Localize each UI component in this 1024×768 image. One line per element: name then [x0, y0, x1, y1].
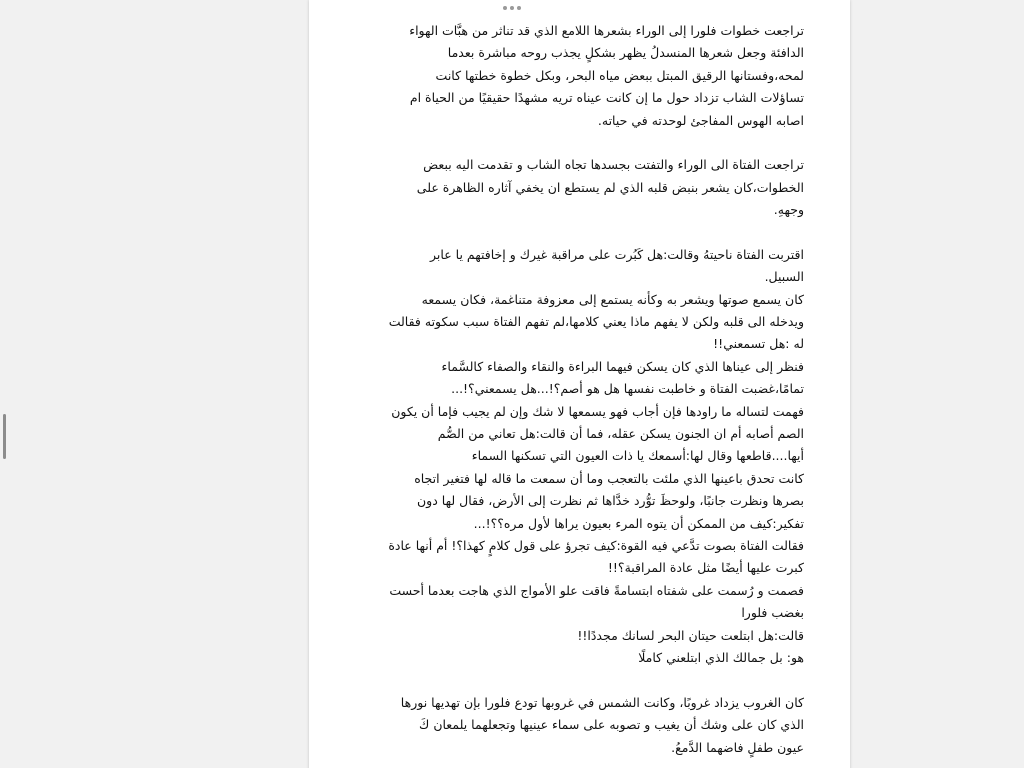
- text-line: ويدخله الى قلبه ولكن لا يفهم ماذا يعني كلامها،لم تفهم الفتاة سبب سكوته فقالت: [388, 314, 804, 330]
- paragraph-gap: [352, 132, 804, 154]
- text-line: الخطوات،كان يشعر بنبض قلبه الذي لم يستطع ان يخفي آثاره الظاهرة على: [416, 179, 804, 195]
- text-line: اقتربت الفتاة ناحيتهُ وقالت:هل كَبُرت على مراقبة غيرك و إخافتهم يا عابر: [430, 246, 804, 262]
- text-line: تراجعت الفتاة الى الوراء والتفتت بجسدها تجاه الشاب و تقدمت اليه ببعض: [423, 157, 804, 173]
- text-line: الذي كان على وشك أن يغيب و تصوبه على سماء عينيها وتجعلهما يلمعان كَ: [419, 717, 804, 733]
- paragraph-gap: [352, 222, 804, 244]
- text-line: فهمت لتساله ما راودها فإن أجاب فهو يسمعها لا شك وإن لم يجيب فإما أن يكون: [391, 403, 804, 419]
- text-line: أيها....قاطعها وقال لها:أسمعك يا ذات العيون التي تسكنها السماء: [471, 448, 804, 464]
- dot-icon: [517, 6, 521, 10]
- more-options-icon[interactable]: [499, 2, 525, 14]
- dot-icon: [503, 6, 507, 10]
- text-line: فقالت الفتاة بصوت تدَّعي فيه القوة:كيف تجرؤ على قول كلامٍ كهذا؟! أم أنها عادة: [388, 537, 804, 553]
- dot-icon: [510, 6, 514, 10]
- text-line: تساؤلات الشاب تزداد حول ما إن كانت عيناه تريه مشهدًا حقيقيًا من الحياة ام: [409, 90, 804, 106]
- text-line: كبرت عليها أيضًا مثل عادة المراقبة؟!!: [607, 560, 804, 576]
- text-line: هو: بل جمالك الذي ابتلعني كاملًا: [638, 649, 804, 665]
- text-line: فصمت و رُسمت على شفتاه ابتسامةً فاقت علو الأمواج الذي هاجت بعدما أحست: [389, 582, 804, 598]
- text-line: اصابه الهوس المفاجئ لوحدته في حياته.: [597, 112, 804, 128]
- text-line: كانت تحدق باعينها الذي ملئت بالتعجب وما أن سمعت ما قاله لها فتغير اتجاه: [414, 470, 804, 486]
- text-line: كان يسمع صوتها ويشعر به وكأنه يستمع إلى معزوفة متناغمة، فكان يسمعه: [421, 291, 804, 307]
- text-line: تمامًا،غضبت الفتاة و خاطبت نفسها هل هو أصم؟!...هل يسمعني؟!...: [451, 381, 804, 397]
- text-line: تفكير:كيف من الممكن أن يتوه المرء بعيون يراها لأول مره؟؟!...: [473, 515, 804, 531]
- text-line: فنظر إلى عيناها الذي كان يسكن فيهما البراءة والنقاء والصفاء كالسَّماء: [441, 358, 804, 374]
- text-line: له :هل تسمعني!!: [713, 336, 804, 352]
- text-line: لمحه،وفستانها الرقيق المبتل ببعض مياه البحر، وبكل خطوة خطتها كانت: [435, 67, 804, 83]
- text-line: بصرها ونظرت جانبًا، ولوحظَ توُّرد خدَّاها ثم نظرت إلى الأرض، فقال لها دون: [417, 493, 804, 509]
- text-line: قالت:هل ابتلعت حيتان البحر لسانك مجددًا!!: [577, 627, 804, 643]
- scrollbar-thumb[interactable]: [3, 414, 6, 459]
- document-text: [352, 20, 804, 759]
- text-line: بغضب فلورا: [741, 605, 804, 621]
- text-line: وجههِ.: [773, 202, 804, 218]
- paragraph-gap: [352, 669, 804, 691]
- text-line: الصم أصابه أم ان الجنون يسكن عقله، فما أن قالت:هل تعاني من الصُّم: [437, 426, 804, 442]
- text-line: كان الغروب يزداد غروبًا، وكانت الشمس في غروبها تودع فلورا بإن تهديها نورها: [400, 694, 804, 710]
- text-line: الدافئة وجعل شعرها المنسدلُ يظهر بشكلٍ يجذب روحه مباشرة بعدما: [447, 45, 804, 61]
- text-line: عيون طفلٍ فاضهما الدَّمعُ.: [671, 739, 804, 755]
- text-line: السبيل.: [764, 269, 804, 285]
- text-line: تراجعت خطوات فلورا إلى الوراء بشعرها اللامع الذي قد تناثر من هبَّات الهواء: [409, 23, 804, 38]
